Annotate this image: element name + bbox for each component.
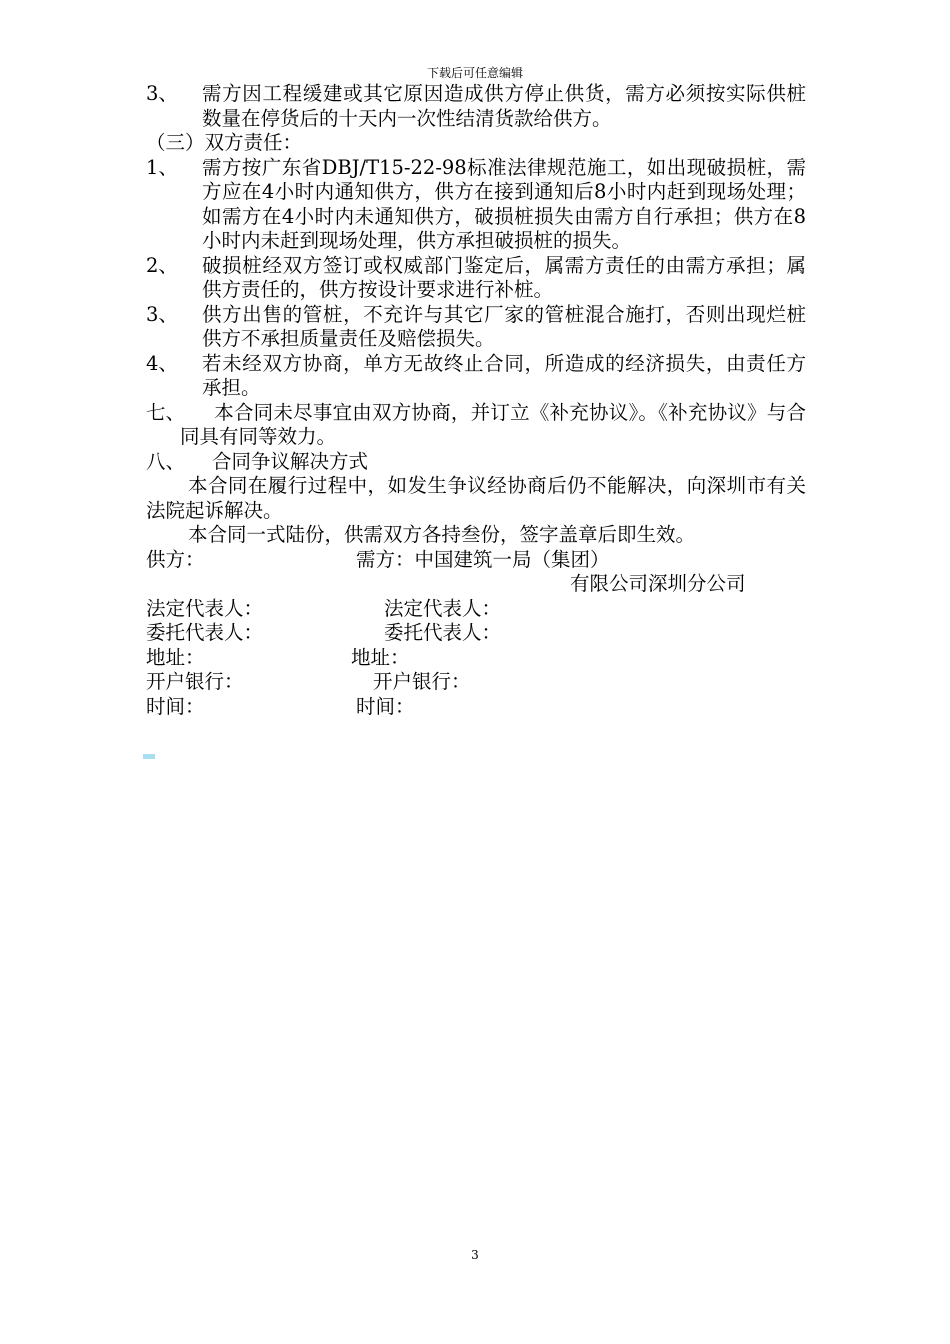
- supplier-address: 地址：: [146, 645, 205, 669]
- responsibility-item: [146, 156, 806, 254]
- clause-number: 3、: [146, 82, 178, 105]
- section-8-title: [146, 450, 806, 475]
- page-header: 下载后可任意编辑: [426, 66, 523, 80]
- supplier-time: 时间：: [146, 694, 205, 718]
- clause-text: 需方因工程缓建或其它原因造成供方停止供货，需方必须按实际供桩数量在停货后的十天内一次性结清货款给供方。: [202, 82, 806, 130]
- supplier-legal-rep: 法定代表人：: [146, 596, 264, 620]
- clause-text: 破损桩经双方签订或权威部门鉴定后，属需方责任的由需方承担；属供方责任的，供方按设计要求进行补桩。: [202, 253, 806, 301]
- section-7: [146, 401, 806, 450]
- buyer-label: 需方：中国建筑一局（集团）: [356, 547, 610, 571]
- supplier-label: 供方：: [146, 547, 205, 571]
- clause-number: 2、: [146, 253, 178, 277]
- responsibility-item: [146, 303, 806, 352]
- clause-3-payment: [146, 82, 806, 131]
- supplier-agent-rep: 委托代表人：: [146, 621, 264, 644]
- page-number: 3: [471, 1248, 479, 1262]
- supplier-bank: 开户银行：: [146, 670, 244, 693]
- section-number: 七、: [146, 400, 186, 424]
- clause-text: 供方出售的管桩，不充许与其它厂家的管桩混合施打，否则出现烂桩供方不承担质量责任及赔偿损失。: [202, 302, 806, 350]
- clause-text: 若未经双方协商，单方无故终止合同，所造成的经济损失，由责任方承担。: [202, 351, 806, 399]
- clause-number: 3、: [146, 302, 178, 326]
- signature-legal-rep-row: [146, 597, 806, 622]
- copies-paragraph: 本合同一式陆份，供需双方各持叁份，签字盖章后即生效。: [188, 523, 696, 546]
- signature-parties-row: [146, 548, 806, 573]
- buyer-address: 地址：: [351, 645, 410, 669]
- signature-time-row: [146, 695, 806, 720]
- section-number: 八、: [146, 449, 186, 473]
- document-body: [146, 82, 806, 719]
- clause-number: 4、: [146, 351, 178, 375]
- signature-bank-row: [146, 670, 806, 695]
- section-3-title: （三）双方责任：: [146, 131, 303, 154]
- signature-address-row: [146, 646, 806, 671]
- buyer-legal-rep: 法定代表人：: [384, 596, 502, 620]
- section-text: 本合同未尽事宜由双方协商，并订立《补充协议》。《补充协议》与合同具有同等效力。: [180, 400, 806, 448]
- buyer-bank: 开户银行：: [373, 670, 471, 693]
- signature-agent-rep-row: [146, 621, 806, 646]
- responsibility-item: [146, 254, 806, 303]
- buyer-time: 时间：: [356, 694, 415, 718]
- signature-buyer-cont-row: [146, 572, 806, 597]
- buyer-label-continued: 有限公司深圳分公司: [570, 572, 746, 595]
- dispute-paragraph: 本合同在履行过程中，如发生争议经协商后仍不能解决，向深圳市有关法院起诉解决。: [146, 474, 806, 522]
- buyer-agent-rep: 委托代表人：: [384, 621, 502, 644]
- section-title: 合同争议解决方式: [212, 449, 369, 473]
- responsibility-item: [146, 352, 806, 401]
- text-cursor-marker: [143, 754, 155, 759]
- clause-number: 1、: [146, 155, 178, 179]
- clause-text: 需方按广东省DBJ/T15-22-98标准法律规范施工，如出现破损桩，需方应在4小时内通知供方，供方在接到通知后8小时内赶到现场处理；如需方在4小时内未通知供方，破损桩损失由需方自行承担；供方在8小时内未赶到现场处理，供方承担破损桩的损失。: [202, 155, 806, 252]
